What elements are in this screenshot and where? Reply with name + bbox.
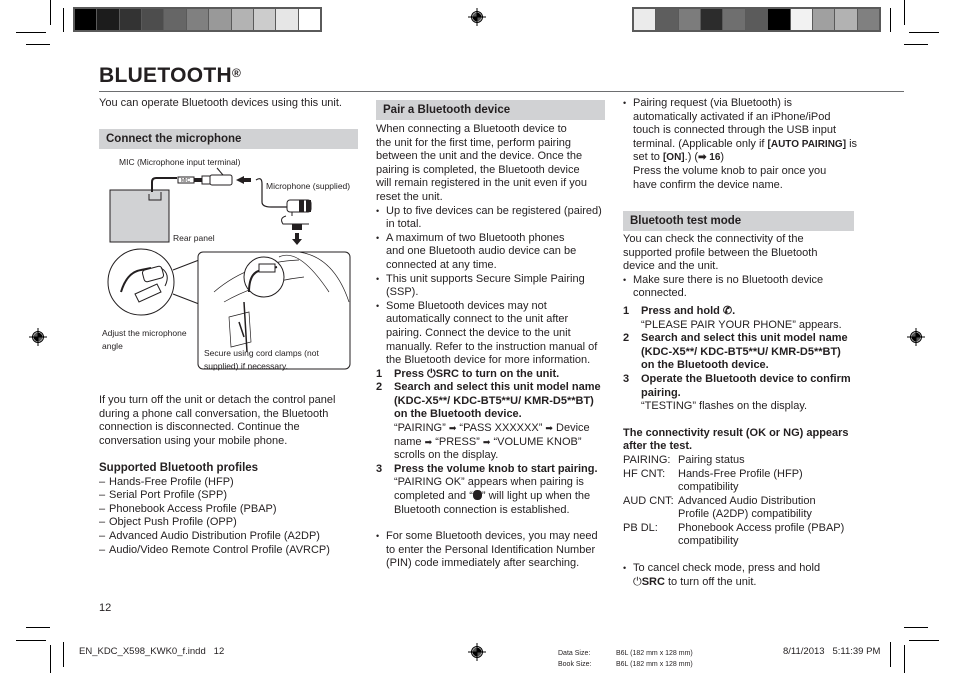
test-mode-section: You can check the connectivity of the supported profile between the Bluetooth device and the unit. • Make sure there is no Bluetooth device connected. 1 Press and hold ✆. “PLEASE PAIR YOUR PHONE” appears. 2 Search and select this unit model name (KDC-X5**/ KDC-BT5**U/ KMR-D5**BT) on the Bluetooth device. 3 Operate the Bluetooth device to confirm pairing. “TESTING” flashes on the display. The connectivity result (OK or NG) appears after the test. PAIRING: Pairing status HF CNT: Hands-Free Profile (HFP) compatibility AUD CNT: Advanced Audio Distribution Profile (A2DP) compatibility PB DL: Phonebook Access profile (PBAP) compatibility • To cancel check mode, press and hold ⏻SRC to turn off the unit.: [623, 233, 858, 589]
pair-bullet: • This unit supports Secure Simple Pairing (SSP).: [376, 273, 608, 300]
color-swatch: [835, 9, 857, 30]
color-swatch: [232, 9, 254, 30]
pair-bullet: • A maximum of two Bluetooth phones and one Bluetooth audio device can be connected at any time.: [376, 232, 608, 273]
result-row: AUD CNT: Advanced Audio Distribution Profile (A2DP) compatibility: [623, 494, 816, 521]
on-setting: [ON]: [662, 152, 685, 164]
crop-mark: [909, 32, 939, 33]
microphone-diagram: [99, 152, 359, 382]
page-title: BLUETOOTH®: [99, 64, 242, 87]
test-step-2: 2 Search and select this unit model name (KDC-X5**/ KDC-BT5**U/ KMR-D5**BT) on the Bluetooth device.: [623, 332, 848, 372]
pair-step-3: 3 Press the volume knob to start pairing. “PAIRING OK” appears when pairing is completed and “ ” will light up when the Bluetooth connection is established.: [376, 462, 598, 516]
registration-mark-icon: [468, 8, 486, 26]
mic-connection-illustration: [99, 152, 359, 382]
color-swatch: [164, 9, 186, 30]
crop-mark: [63, 642, 64, 667]
profiles-heading: Supported Bluetooth profiles: [99, 462, 259, 474]
color-swatch: [97, 9, 119, 30]
crop-mark: [909, 640, 939, 641]
color-swatch: [813, 9, 835, 30]
pair-step-2: 2 Search and select this unit model name (KDC-X5**/ KDC-BT5**U/ KMR-D5**BT) on the Bluetooth device. “PAIRING” ➡ “PASS XXXXXX” ➡ Device name ➡ “PRESS” ➡ “VOLUME KNOB” scrolls on the display.: [376, 381, 601, 462]
pair-section: When connecting a Bluetooth device to the unit for the first time, perform pairing between the unit and the device. Once the pairing is completed, the Bluetooth device will remain registered in the unit even if you reset the unit. • Up to five devices can be registered (paired) in total. • A maximum of two Bluetooth phones and one Bluetooth audio device can be connected at any time. • This unit supports Secure Simple Pairing (SSP). • Some Bluetooth devices may not automatically connect to the unit after pairing. Connect the device to the unit manually. Refer to the instruction manual of the Bluetooth device for more information. 1 Press ⏻SRC to turn on the unit. 2 Search and select this unit model name (KDC-X5**/ KDC-BT5**U/ KMR-D5**BT) on the Bluetooth device. “PAIRING” ➡ “PASS XXXXXX” ➡ Device name ➡ “PRESS” ➡ “VOLUME KNOB” scrolls on the display. 3 Press the volume knob to start pairing. “PAIRING OK” appears when pairing is completed and “ ” will light up when the Bluetooth connection is established. • For some Bluetooth devices, you may need to enter the Personal Identification Number (PIN) code immediately after searching.: [376, 123, 608, 571]
arrow-icon: ➡: [448, 423, 457, 434]
color-swatch: [858, 9, 879, 30]
auto-pairing-setting: [AUTO PAIRING]: [767, 138, 847, 150]
color-swatch: [120, 9, 142, 30]
arrow-icon: ➡: [424, 436, 433, 447]
page-number: 12: [99, 602, 112, 614]
power-icon: ⏻: [427, 367, 436, 380]
src-key: SRC: [435, 367, 459, 380]
label-mic-terminal: MIC (Microphone input terminal): [119, 157, 241, 167]
crop-mark: [26, 44, 50, 45]
color-swatch: [209, 9, 231, 30]
profiles-section: [99, 462, 359, 557]
color-swatch: [75, 9, 97, 30]
crop-mark: [26, 627, 50, 628]
section-heading-test-mode: Bluetooth test mode: [623, 211, 854, 231]
profile-item: – Object Push Profile (OPP): [99, 516, 359, 530]
registration-mark-icon: [29, 328, 47, 346]
crop-mark: [50, 0, 51, 25]
section-heading-pair: Pair a Bluetooth device: [376, 100, 605, 120]
power-icon: ⏻: [633, 575, 642, 588]
cancel-note: • To cancel check mode, press and hold ⏻SRC to turn off the unit.: [623, 562, 858, 589]
arrow-icon: ➡: [482, 436, 491, 447]
crop-mark: [904, 627, 928, 628]
crop-mark: [890, 8, 891, 32]
result-row: PAIRING: Pairing status: [623, 453, 745, 466]
profile-item: – Serial Port Profile (SPP): [99, 489, 359, 503]
color-swatch: [656, 9, 678, 30]
label-microphone: Microphone (supplied): [266, 181, 351, 191]
crop-mark: [904, 44, 928, 45]
pairing-request-note: • Pairing request (via Bluetooth) is automatically activated if an iPhone/iPod touch is connected through the USB input terminal. (Applicable only if [AUTO PAIRING] is set to [ON].) (➡ 16) Press the volume knob to pair once you have confirm the device name.: [623, 97, 858, 192]
bluetooth-icon: [473, 490, 482, 500]
profile-item: – Phonebook Access Profile (PBAP): [99, 503, 359, 517]
arrow-icon: ➡: [545, 423, 553, 434]
crop-mark: [63, 8, 64, 32]
page-reference: ➡ 16: [698, 152, 721, 164]
label-adjust-angle: Adjust the microphone: [102, 328, 187, 338]
footer-sizes: Data Size: B6L (182 mm x 128 mm) Book Size: B6L (182 mm x 128 mm): [558, 650, 693, 668]
test-step-3: 3 Operate the Bluetooth device to confirm pairing. “TESTING” flashes on the display.: [623, 372, 851, 413]
pair-bullet: • Some Bluetooth devices may not automatically connect to the unit after pairing. Connect the device to the unit manually. Refer to the instruction manual of the Bluetooth device for more information.: [376, 300, 608, 368]
footer-filename: EN_KDC_X598_KWK0_f.indd 12: [79, 646, 225, 657]
test-step-1: 1 Press and hold ✆. “PLEASE PAIR YOUR PHONE” appears.: [623, 304, 842, 331]
pair-step-1: 1 Press ⏻SRC to turn on the unit.: [376, 367, 560, 380]
pin-note: • For some Bluetooth devices, you may need to enter the Personal Identification Number (PIN) code immediately after searching.: [376, 530, 608, 571]
label-secure-clamps-2: supplied) if necessary.: [204, 361, 288, 371]
pair-bullet: • Up to five devices can be registered (paired) in total.: [376, 205, 608, 232]
profile-item: – Audio/Video Remote Control Profile (AVRCP): [99, 544, 359, 558]
color-swatch: [701, 9, 723, 30]
color-bar-left: [73, 7, 322, 32]
footer-timestamp: 8/11/2013 5:11:39 PM: [783, 646, 881, 657]
intro-text: You can operate Bluetooth devices using this unit.: [99, 97, 342, 109]
color-swatch: [276, 9, 298, 30]
section-heading-connect-mic: Connect the microphone: [99, 129, 358, 149]
color-swatch: [723, 9, 745, 30]
label-rear-panel: Rear panel: [173, 233, 215, 243]
crop-mark: [904, 645, 905, 673]
label-mic-plug: MIC: [181, 178, 191, 184]
crop-mark: [16, 32, 46, 33]
registration-mark-icon: [907, 328, 925, 346]
crop-mark: [890, 642, 891, 667]
result-row: HF CNT: Hands-Free Profile (HFP) compatibility: [623, 467, 803, 494]
crop-mark: [16, 640, 46, 641]
profile-item: – Advanced Audio Distribution Profile (A2DP): [99, 530, 359, 544]
color-swatch: [768, 9, 790, 30]
color-swatch: [679, 9, 701, 30]
crop-mark: [50, 645, 51, 673]
phone-icon: ✆: [722, 304, 733, 317]
color-swatch: [299, 9, 320, 30]
color-swatch: [746, 9, 768, 30]
result-row: PB DL: Phonebook Access profile (PBAP) compatibility: [623, 521, 845, 548]
label-adjust-angle-2: angle: [102, 341, 123, 351]
color-swatch: [791, 9, 813, 30]
label-secure-clamps: Secure using cord clamps (not: [204, 348, 319, 358]
registration-mark-icon: [468, 643, 486, 661]
crop-mark: [904, 0, 905, 25]
disconnect-note: If you turn off the unit or detach the control panel during a phone call conversation, the Bluetooth connection is disconnected. Continue the conversation using your mobile phone.: [99, 394, 336, 447]
color-swatch: [187, 9, 209, 30]
color-swatch: [634, 9, 656, 30]
color-swatch: [142, 9, 164, 30]
color-bar-right: [632, 7, 881, 32]
color-swatch: [254, 9, 276, 30]
title-divider: [99, 91, 904, 92]
profile-item: – Hands-Free Profile (HFP): [99, 476, 359, 490]
